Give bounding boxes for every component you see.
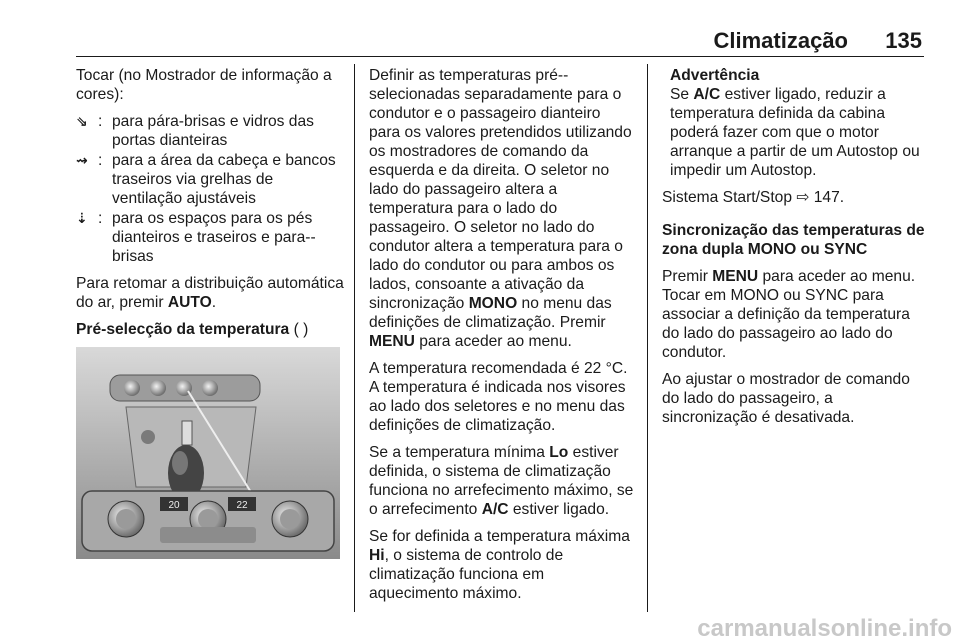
menu-keyword: MENU — [712, 268, 759, 285]
page-reference-arrow-icon: ⇨ — [796, 189, 810, 206]
temperature-knob-icon: ( ) — [293, 321, 309, 338]
right-temp-display: 22 — [236, 500, 248, 511]
air-distribution-list — [76, 112, 344, 266]
paragraph-sync: Premir MENU para aceder ao menu. Tocar em MONO ou SYNC para associar a definição da temperatura do lado do passageiro ao lado do condutor. — [662, 268, 916, 361]
section-title: Climatização — [713, 28, 848, 53]
climate-control-photo — [76, 347, 340, 559]
left-temp-display: 20 — [168, 500, 180, 511]
watermark-logo — [592, 614, 952, 640]
auto-keyword: AUTO — [167, 294, 212, 311]
column-left — [76, 66, 344, 559]
warning-text: Se A/C estiver ligado, reduzir a temperatura definida da cabina poderá fazer com que o motor arranque a partir de um Autostop ou impedir um Autostop. — [670, 86, 920, 179]
paragraph-min-temp: Se a temperatura mínima Lo estiver definida, o sistema de climatização funciona no arrefecimento máximo, se o arrefecimento A/C estiver ligado. — [369, 444, 634, 518]
sync-heading: Sincronização das temperaturas de zona dupla MONO ou SYNC — [662, 222, 925, 258]
ac-keyword: A/C — [693, 86, 721, 103]
foot-vent-icon: ⇣ — [76, 210, 88, 226]
lo-keyword: Lo — [549, 444, 569, 461]
warning-title: Advertência — [670, 67, 760, 84]
auto-paragraph: Para retomar a distribuição automática do ar, premir AUTO. — [76, 275, 344, 311]
list-item-text: para a área da cabeça e bancos traseiros via grelhas de ventilação ajustáveis — [112, 152, 336, 207]
list-item: ⇣ : para os espaços para os pés dianteiros e traseiros e para--brisas — [76, 209, 344, 266]
page-header — [0, 0, 960, 56]
hi-keyword: Hi — [369, 547, 385, 564]
warning-box — [670, 66, 928, 180]
windshield-defrost-vent-icon: ⇘ — [76, 113, 88, 129]
intro-text: Tocar (no Mostrador de informação a cores): — [76, 67, 332, 103]
menu-keyword: MENU — [369, 333, 415, 350]
column-divider-2 — [647, 64, 648, 612]
list-item: ⇝ : para a área da cabeça e bancos traseiros via grelhas de ventilação ajustáveis — [76, 151, 344, 208]
paragraph-set-temperatures: Definir as temperaturas pré--selecionadas separadamente para o condutor e o passageiro dianteiro para os valores pretendidos utilizando os mostradores de comando da esquerda e da direita. O seletor no lado do passageiro altera a temperatura para o lado do passageiro. O seletor no lado do condutor altera a temperatura para o lado do condutor ou para ambos os lados, consoante a ativação da sincronização MONO no menu das definições de climatização. Premir MENU para aceder ao menu. — [369, 67, 632, 350]
preselect-heading: Pré-selecção da temperatura ( ) — [76, 321, 309, 338]
list-item: ⇘ : para pára-brisas e vidros das portas dianteiras — [76, 112, 344, 150]
page-number: 135 — [885, 28, 922, 53]
header-rule — [76, 56, 924, 57]
watermark-text: carmanualsonline.info — [697, 615, 952, 640]
cross-reference: Sistema Start/Stop ⇨ 147. — [662, 189, 845, 206]
ac-keyword: A/C — [481, 501, 509, 518]
column-divider-1 — [354, 64, 355, 612]
column-middle — [369, 66, 635, 611]
paragraph-recommended-temp: A temperatura recomendada é 22 °C. A temperatura é indicada nos visores ao lado dos seletores e no menu das definições de climatização. — [369, 360, 628, 434]
column-right — [662, 66, 928, 435]
list-item-text: para pára-brisas e vidros das portas dianteiras — [112, 113, 314, 149]
paragraph-max-temp: Se for definida a temperatura máxima Hi, o sistema de controlo de climatização funciona em aquecimento máximo. — [369, 528, 630, 602]
mono-keyword: MONO — [468, 295, 518, 312]
list-item-text: para os espaços para os pés dianteiros e traseiros e para--brisas — [112, 210, 316, 265]
head-vent-icon: ⇝ — [76, 152, 88, 168]
paragraph-sync-disable: Ao ajustar o mostrador de comando do lado do passageiro, a sincronização é desativada. — [662, 371, 910, 426]
